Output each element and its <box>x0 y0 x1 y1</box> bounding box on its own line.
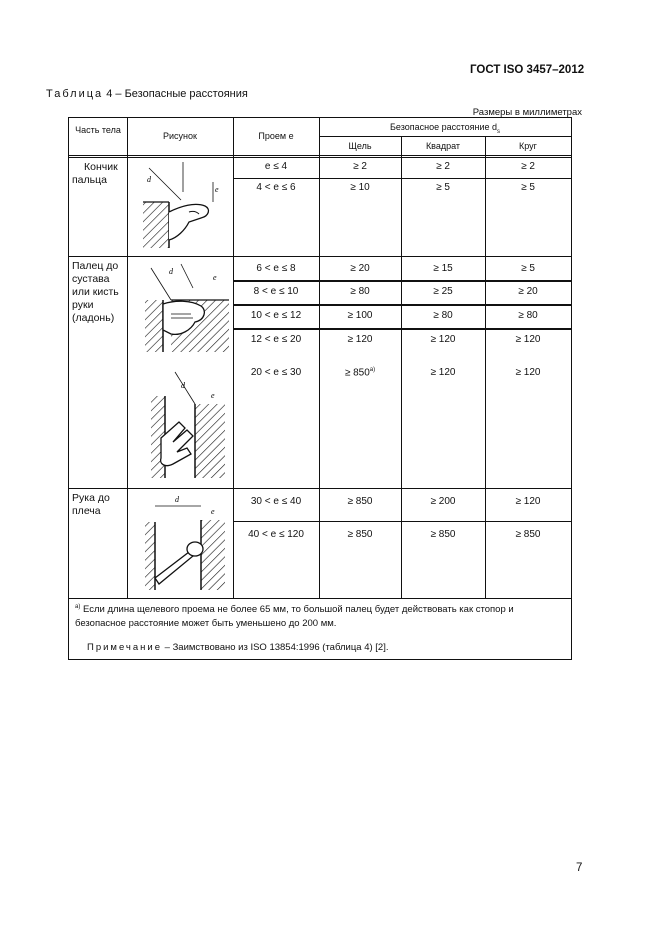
slot-cell: ≥ 120 <box>347 334 373 345</box>
label-opening: e <box>211 391 215 400</box>
opening-cell: 8 < е ≤ 10 <box>253 286 299 297</box>
slot-cell: ≥ 80 <box>350 286 370 297</box>
square-cell: ≥ 200 <box>430 496 456 507</box>
slot-cell: ≥ 100 <box>347 310 373 321</box>
document-code: ГОСТ ISO 3457–2012 <box>470 64 585 76</box>
opening-cell: 10 < е ≤ 12 <box>250 310 302 321</box>
group-divider <box>69 488 571 489</box>
safety-distance-table <box>68 117 572 660</box>
table-caption-title: – Безопасные расстояния <box>115 88 248 100</box>
fingertip-figure <box>143 162 227 248</box>
header-square: Квадрат <box>425 141 461 151</box>
circle-cell: ≥ 2 <box>521 161 535 172</box>
arm-shape <box>155 552 193 584</box>
note-label: Примечание <box>87 642 162 653</box>
footnote-mark: а) <box>75 604 81 610</box>
note-text: – Заимствовано из ISO 13854:1996 (таблица 4) [2]. <box>164 642 389 653</box>
finger-shape <box>169 204 208 240</box>
square-cell: ≥ 2 <box>436 161 450 172</box>
footnote-divider <box>69 598 571 599</box>
group-divider <box>69 256 571 257</box>
footnote-line: безопасное расстояние может быть уменьшено до 200 мм. <box>75 618 337 630</box>
header-divider <box>319 136 571 137</box>
footnote-text: Если длина щелевого проема не более 65 мм, то большой палец будет действовать как стопор и <box>82 604 514 616</box>
footnote-line <box>75 600 565 617</box>
slot-cell <box>319 367 401 378</box>
header-opening: Проем е <box>258 131 294 141</box>
square-cell: ≥ 25 <box>433 286 453 297</box>
square-cell: ≥ 5 <box>436 182 450 193</box>
table-note <box>87 641 567 655</box>
footnote-ref: а) <box>369 367 376 373</box>
label-opening: e <box>211 507 215 516</box>
opening-cell: 12 < е ≤ 20 <box>250 334 302 345</box>
header-safe-distance-sub: s <box>497 128 501 135</box>
square-cell: ≥ 15 <box>433 263 453 274</box>
header-figure: Рисунок <box>163 131 197 141</box>
circle-cell: ≥ 120 <box>515 334 541 345</box>
body-part-label: Палец до сустава или кисть руки (ладонь) <box>72 260 119 324</box>
square-cell: ≥ 120 <box>430 334 456 345</box>
row-divider <box>233 521 571 522</box>
square-cell: ≥ 80 <box>433 310 453 321</box>
table-caption <box>46 88 248 100</box>
circle-cell: ≥ 120 <box>515 367 541 378</box>
circle-cell: ≥ 850 <box>515 529 541 540</box>
header-slot: Щель <box>348 141 372 151</box>
square-cell: ≥ 120 <box>430 367 456 378</box>
slot-value: ≥ 850 <box>344 367 370 379</box>
col-divider <box>127 118 128 598</box>
opening-cell: 40 < е ≤ 120 <box>248 529 304 540</box>
body-part-arm <box>72 492 126 518</box>
header-safe-distance-text: Безопасное расстояние d <box>389 122 498 132</box>
opening-cell: 6 < е ≤ 8 <box>256 263 296 274</box>
label-opening: e <box>215 185 219 194</box>
opening-cell: 30 < е ≤ 40 <box>250 496 302 507</box>
opening-cell: е ≤ 4 <box>264 161 288 172</box>
slot-cell: ≥ 20 <box>350 263 370 274</box>
label-opening: e <box>213 273 217 282</box>
opening-cell: 20 < е ≤ 30 <box>250 367 302 378</box>
header-body-part: Часть тела <box>75 125 121 135</box>
header-safe-distance <box>319 122 571 135</box>
footnote <box>75 600 565 631</box>
header-bottom <box>69 155 571 156</box>
table-caption-label: Таблица <box>46 88 104 100</box>
row-divider <box>233 178 571 179</box>
page-number: 7 <box>576 862 583 874</box>
body-part-label: Рука до плеча <box>72 492 110 517</box>
table-caption-number: 4 <box>106 88 113 100</box>
circle-cell: ≥ 5 <box>521 263 535 274</box>
slot-cell: ≥ 850 <box>347 496 373 507</box>
row-divider <box>233 280 571 282</box>
header-circle: Круг <box>519 141 537 151</box>
header-bottom <box>69 157 571 158</box>
label-distance: d <box>147 175 151 184</box>
label-distance: d <box>181 381 185 390</box>
row-divider <box>233 328 571 330</box>
slot-cell: ≥ 850 <box>347 529 373 540</box>
circle-cell: ≥ 5 <box>521 182 535 193</box>
square-cell: ≥ 850 <box>430 529 456 540</box>
body-part-label: Кончик пальца <box>72 161 118 186</box>
slot-cell: ≥ 2 <box>353 161 367 172</box>
units-note: Размеры в миллиметрах <box>472 107 582 118</box>
circle-cell: ≥ 80 <box>518 310 538 321</box>
label-distance: d <box>169 267 173 276</box>
guard-hatch <box>143 202 169 248</box>
finger-joint-figure <box>145 260 229 352</box>
body-part-fingertip <box>72 161 126 187</box>
palm-figure <box>151 368 231 478</box>
circle-cell: ≥ 20 <box>518 286 538 297</box>
arm-figure <box>145 492 229 590</box>
body-part-finger-hand <box>72 260 126 325</box>
row-divider <box>233 304 571 306</box>
opening-cell: 4 < е ≤ 6 <box>256 182 296 193</box>
label-distance: d <box>175 495 179 504</box>
slot-cell: ≥ 10 <box>350 182 370 193</box>
circle-cell: ≥ 120 <box>515 496 541 507</box>
